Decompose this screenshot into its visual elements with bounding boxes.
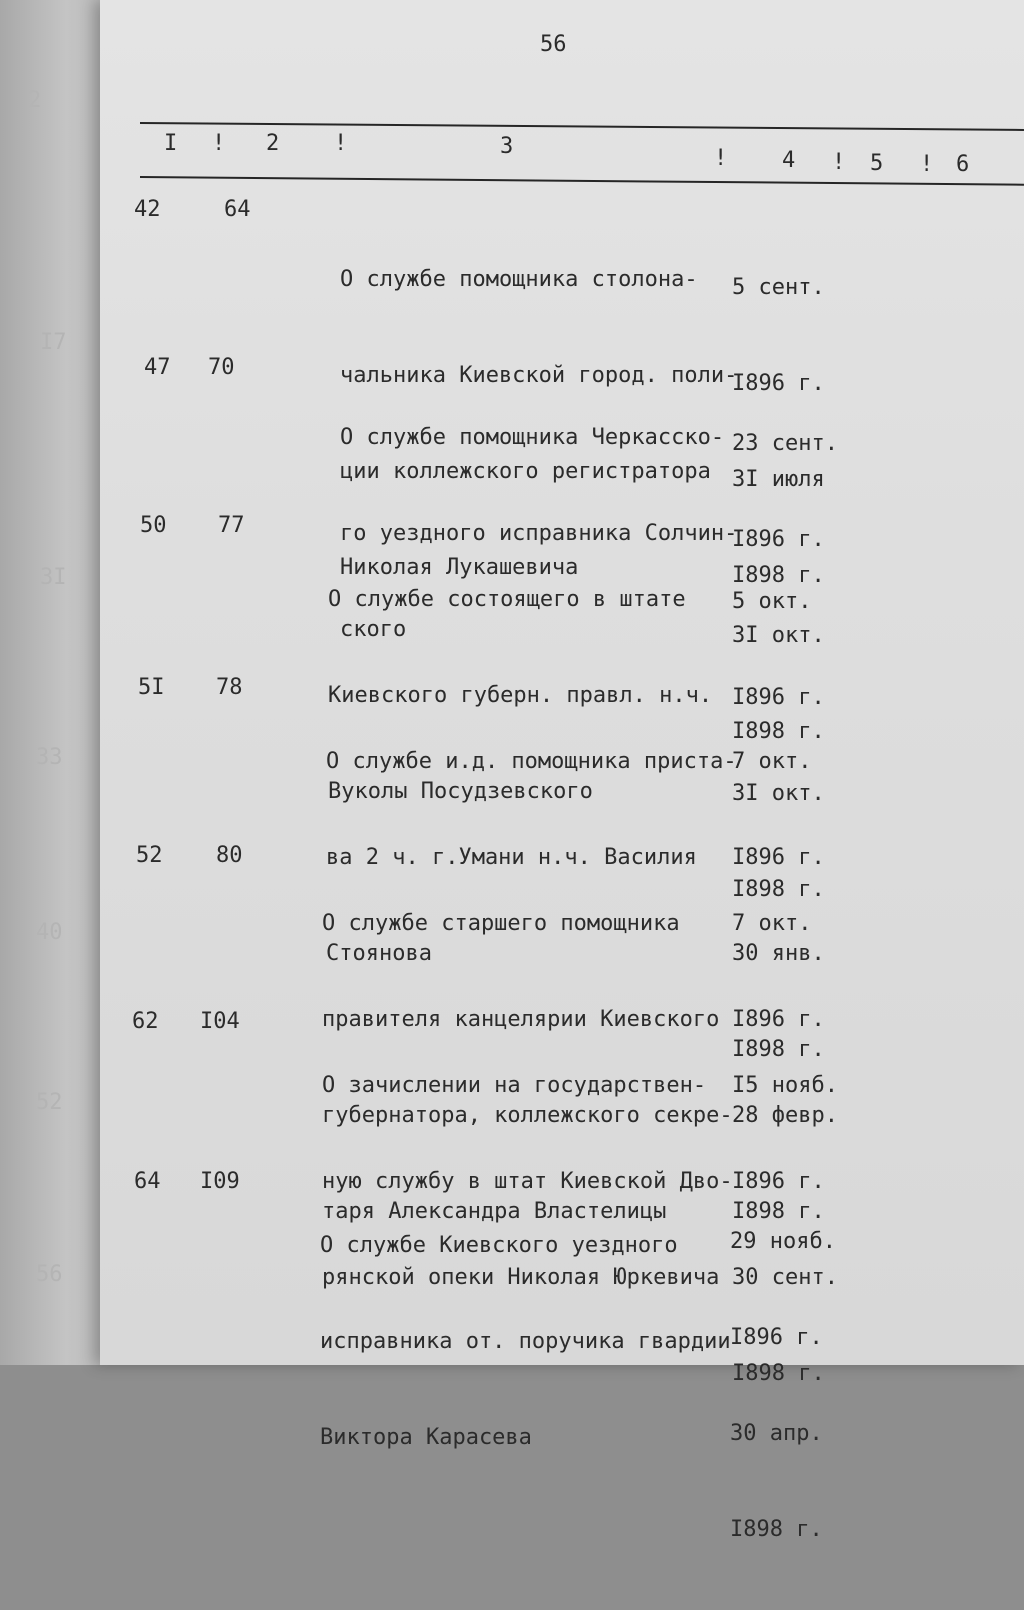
date-line: 7 окт.	[732, 749, 812, 774]
date-line: I896 г.	[732, 845, 825, 870]
description-line: таря Александра Властелицы	[322, 1199, 667, 1224]
date-line: 28 февр.	[732, 1103, 838, 1128]
header-col-4: 4	[782, 148, 796, 173]
row-number: 62	[132, 1009, 159, 1034]
description-line: правителя канцелярии Киевского	[322, 1007, 720, 1032]
page-number: 56	[540, 32, 567, 57]
description-line: Николая Лукашевича	[340, 555, 579, 580]
description-line: ную службу в штат Киевской Дво-	[322, 1169, 733, 1194]
date-line: I896 г.	[732, 527, 825, 552]
date-line: 5 окт.	[732, 589, 812, 614]
row-case-number: 78	[216, 675, 243, 700]
date-line: 29 нояб.	[730, 1229, 836, 1254]
description-line: О службе помощника Черкасско-	[340, 425, 725, 450]
description-line: ского	[340, 617, 407, 642]
date-line: I896 г.	[732, 371, 825, 396]
header-col-5: 5	[870, 151, 884, 176]
description-line: Киевского губерн. правл. н.ч.	[328, 683, 713, 708]
header-col-3: 3	[500, 134, 514, 159]
header-separator: !	[920, 152, 934, 177]
left-page-mark: 33	[36, 745, 63, 770]
date-line: I898 г.	[732, 719, 825, 744]
header-separator: !	[212, 131, 226, 156]
row-number: 52	[136, 843, 163, 868]
date-line: 3I окт.	[732, 781, 825, 806]
description-line: го уездного исправника Солчин-	[340, 521, 738, 546]
date-line: 23 сент.	[732, 431, 838, 456]
description-line: Виктора Карасева	[320, 1425, 532, 1450]
description-line: О службе Киевского уездного	[320, 1233, 678, 1258]
date-line: I898 г.	[732, 1361, 825, 1386]
row-number: 47	[144, 355, 171, 380]
date-line: 3I окт.	[732, 623, 825, 648]
description-line: О службе состоящего в штате	[328, 587, 686, 612]
description-line: О службе и.д. помощника приста-	[326, 749, 737, 774]
row-number: 42	[134, 197, 161, 222]
row-case-number: 77	[218, 513, 245, 538]
header-rule-top	[140, 122, 1024, 131]
left-page-mark: 40	[36, 920, 63, 945]
left-page-mark: 3I	[40, 565, 67, 590]
date-line: I896 г.	[732, 1007, 825, 1032]
header-separator: !	[334, 131, 348, 156]
row-dates	[730, 1162, 836, 1610]
date-line: 30 сент.	[732, 1265, 838, 1290]
header-col-1: I	[164, 131, 178, 156]
date-line: I896 г.	[732, 1169, 825, 1194]
description-line: О службе помощника столона-	[340, 267, 698, 292]
left-page-mark: I7	[40, 330, 67, 355]
description-line: Вуколы Посудзевского	[328, 779, 593, 804]
description-line: губернатора, коллежского секре-	[322, 1103, 733, 1128]
header-separator: !	[714, 146, 728, 171]
date-line: I898 г.	[732, 563, 825, 588]
left-page-mark: 2	[28, 88, 42, 113]
description-line: О службе старшего помощника	[322, 911, 680, 936]
date-line: I896 г.	[730, 1325, 823, 1350]
left-page-edge	[0, 0, 110, 1365]
description-line: О зачислении на государствен-	[322, 1073, 707, 1098]
row-case-number: I09	[200, 1169, 240, 1194]
description-line: исправника от. поручика гвардии	[320, 1329, 731, 1354]
row-case-number: 64	[224, 197, 251, 222]
header-col-2: 2	[266, 131, 280, 156]
date-line: 30 апр.	[730, 1421, 823, 1446]
description-line: чальника Киевской город. поли-	[340, 363, 738, 388]
date-line: I898 г.	[732, 1199, 825, 1224]
date-line: 7 окт.	[732, 911, 812, 936]
header-rule-bottom	[140, 176, 1024, 186]
row-case-number: 70	[208, 355, 235, 380]
row-case-number: 80	[216, 843, 243, 868]
row-case-number: I04	[200, 1009, 240, 1034]
document-page	[100, 0, 1024, 1542]
description-line: рянской опеки Николая Юркевича	[322, 1265, 720, 1290]
date-line: 5 сент.	[732, 275, 825, 300]
left-page-mark: 52	[36, 1090, 63, 1115]
row-description	[320, 1166, 731, 1518]
header-col-6: 6	[956, 152, 970, 177]
header-separator: !	[832, 150, 846, 175]
date-line: 30 янв.	[732, 941, 825, 966]
description-line: Стоянова	[326, 941, 432, 966]
date-line: I898 г.	[730, 1517, 823, 1542]
description-line: ва 2 ч. г.Умани н.ч. Василия	[326, 845, 697, 870]
row-number: 64	[134, 1169, 161, 1194]
date-line: I898 г.	[732, 1037, 825, 1062]
date-line: I898 г.	[732, 877, 825, 902]
date-line: I5 нояб.	[732, 1073, 838, 1098]
description-line: ции коллежского регистратора	[340, 459, 711, 484]
date-line: 3I июля	[732, 467, 825, 492]
left-page-mark: 56	[36, 1262, 63, 1287]
date-line: I896 г.	[732, 685, 825, 710]
row-number: 5I	[138, 675, 165, 700]
row-number: 50	[140, 513, 167, 538]
